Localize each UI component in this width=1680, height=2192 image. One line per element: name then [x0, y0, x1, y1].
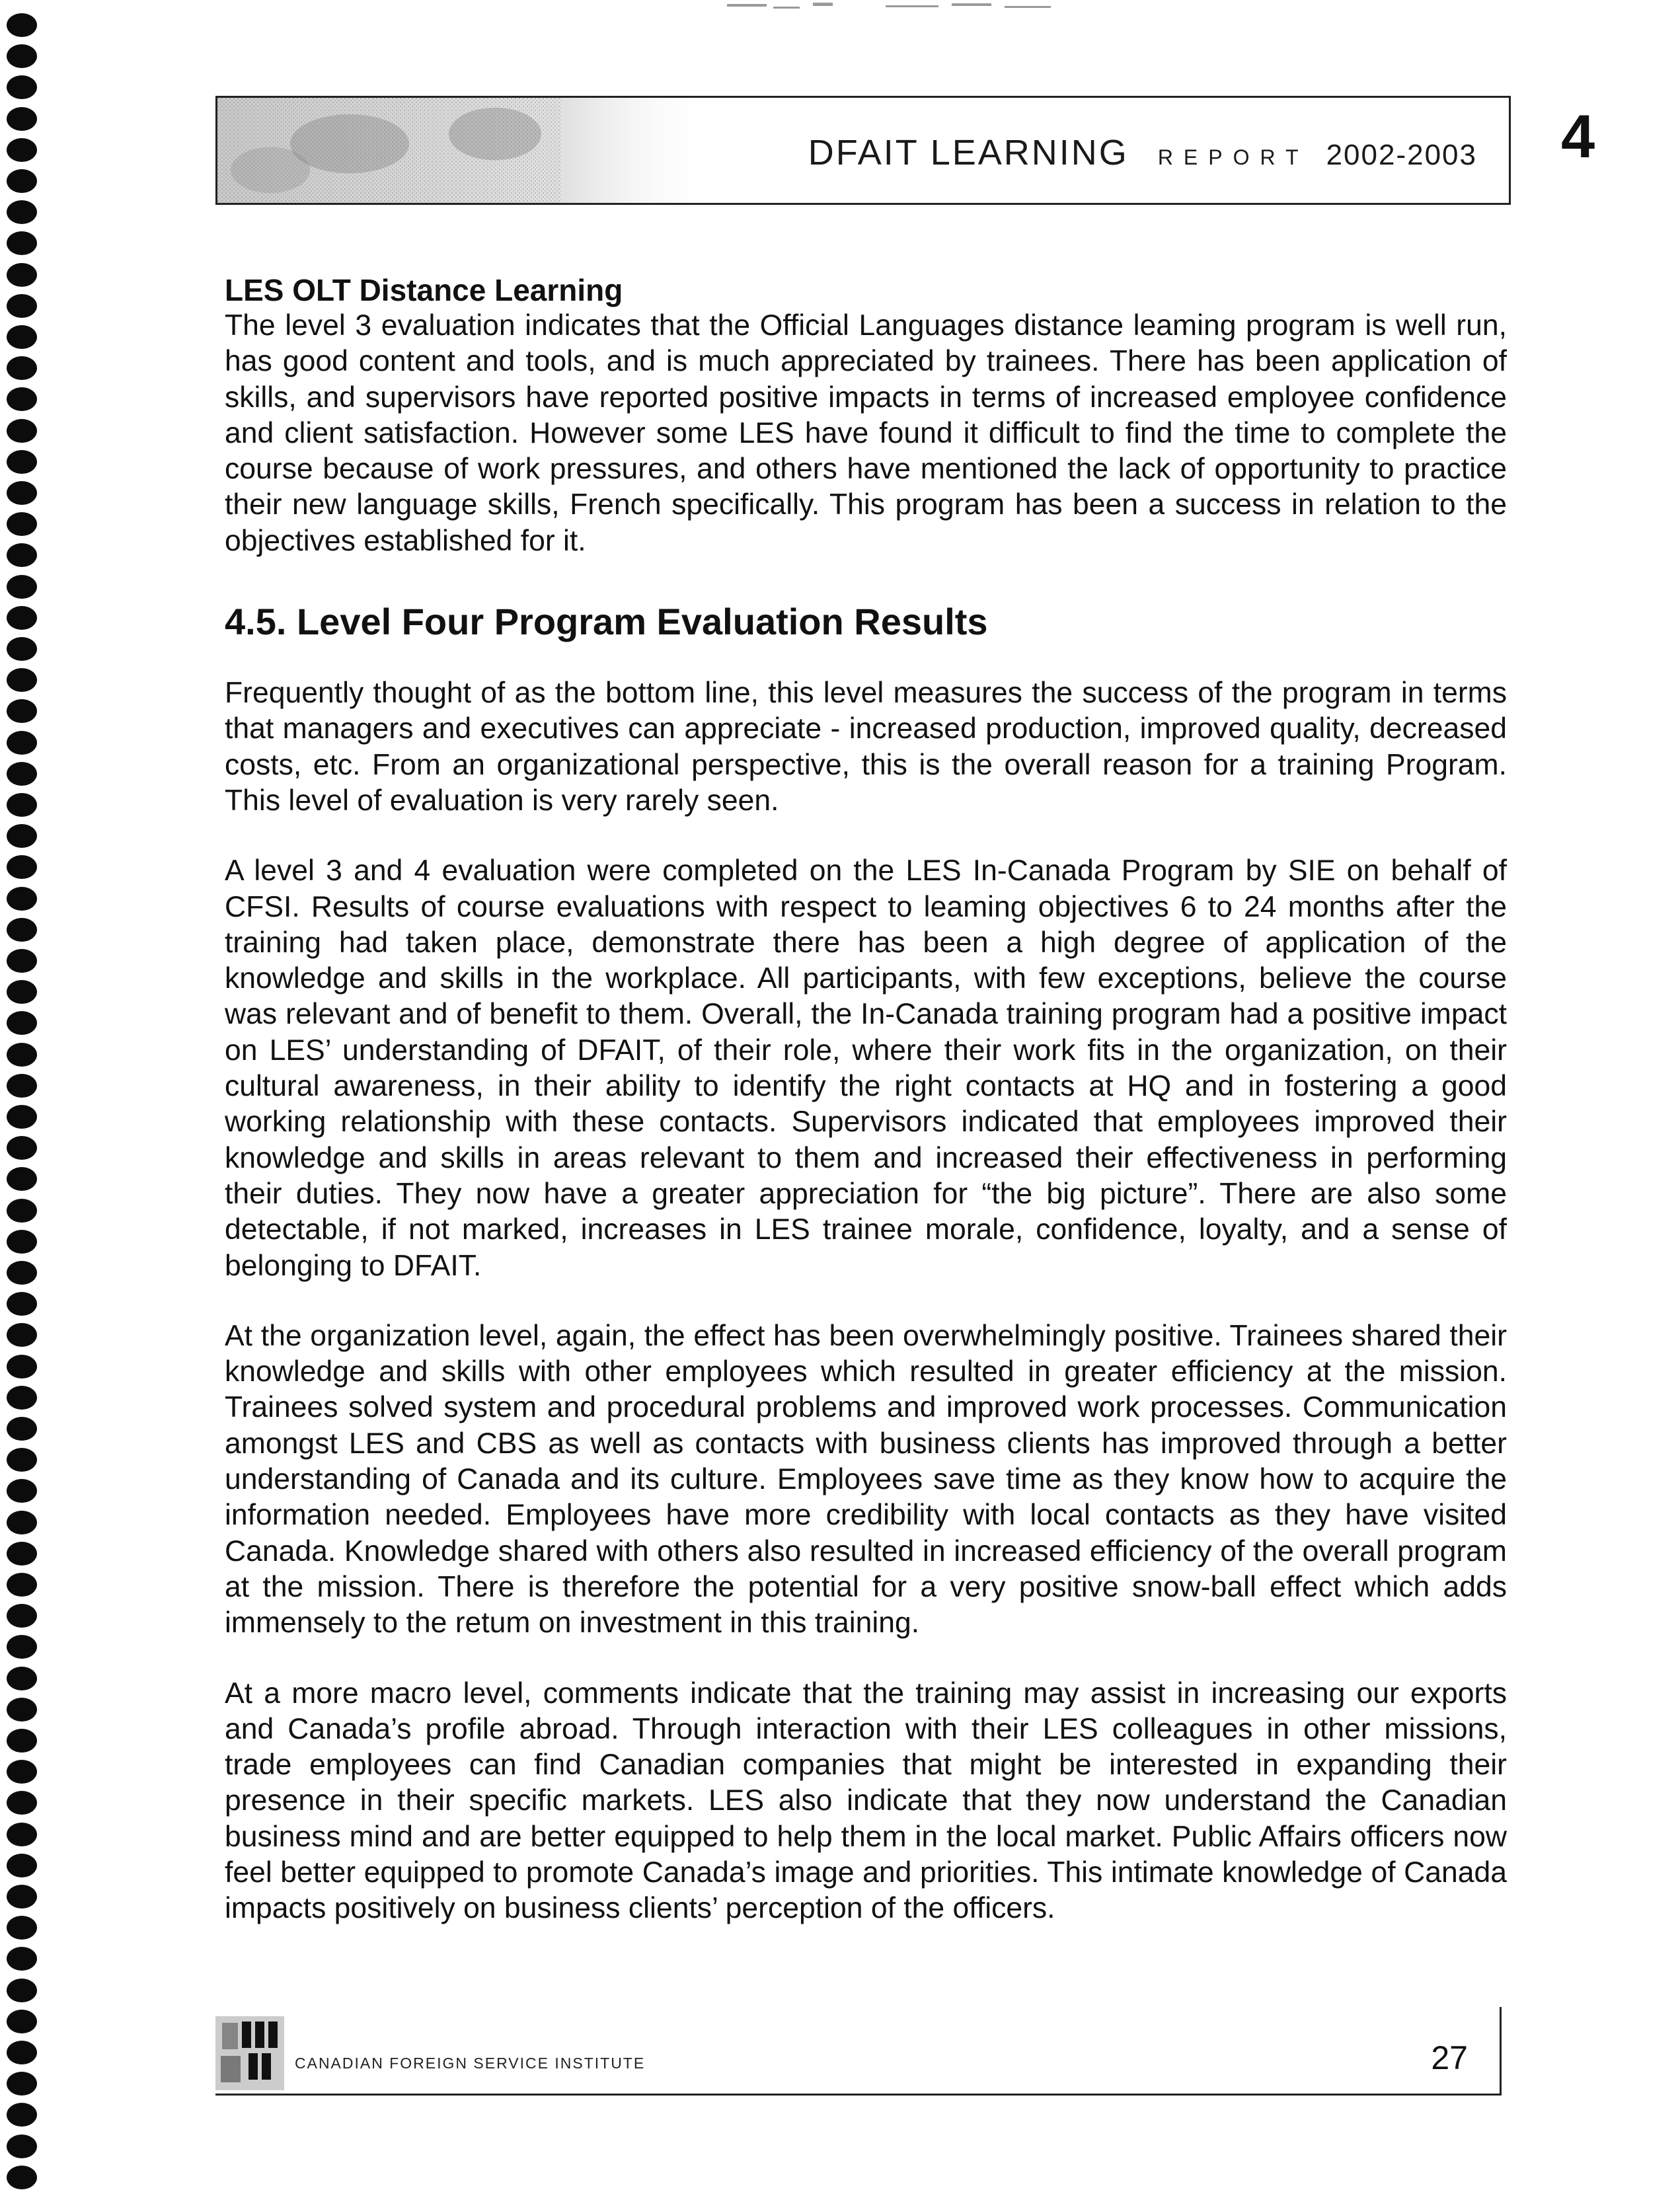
report-years: 2002-2003	[1326, 139, 1477, 171]
footer-institute-name: CANADIAN FOREIGN SERVICE INSTITUTE	[295, 2055, 646, 2072]
binding-holes	[0, 13, 46, 2187]
binding-hole	[7, 75, 37, 99]
binding-hole	[7, 1230, 37, 1254]
binding-hole	[7, 169, 37, 193]
binding-hole	[7, 949, 37, 973]
binding-hole	[7, 918, 37, 942]
binding-hole	[7, 1479, 37, 1503]
binding-hole	[7, 2103, 37, 2127]
binding-hole	[7, 1979, 37, 2002]
section-heading: 4.5. Level Four Program Evaluation Results	[225, 601, 988, 643]
report-label: REPORT	[1157, 145, 1309, 169]
binding-hole	[7, 793, 37, 817]
binding-hole	[7, 1823, 37, 1846]
binding-hole	[7, 200, 37, 224]
binding-hole	[7, 1136, 37, 1160]
paragraph: Frequently thought of as the bottom line, this level measures the success of the program in terms that managers and executives can appreciate - increased production, improved quality, decreased costs, etc. From an organizational perspective, this is the overall reason for a training Program. This level of evaluation is very rarely seen.	[225, 677, 1507, 817]
binding-hole	[7, 138, 37, 162]
binding-hole	[7, 1043, 37, 1067]
binding-hole	[7, 2135, 37, 2158]
binding-hole	[7, 1292, 37, 1316]
report-title-main: DFAIT LEARNING	[808, 133, 1129, 172]
binding-hole	[7, 762, 37, 786]
subsection-heading: LES OLT Distance Learning	[225, 273, 623, 307]
binding-hole	[7, 1355, 37, 1379]
binding-hole	[7, 668, 37, 692]
binding-hole	[7, 2072, 37, 2096]
paragraph: The level 3 evaluation indicates that the Official Languages distance leaming program is well run, has good content and tools, and is much appreciated by trainees. There has been application of skills, and supervisors have reported positive impacts in terms of increased employee confidence and client satisfaction. However some LES have found it difficult to find the time to complete the course because of work pressures, and others have mentioned the lack of opportunity to practice their new language skills, French specifically. This program has been a success in relation to the objectives established for it.	[225, 309, 1507, 557]
paragraph: At the organization level, again, the effect has been overwhelmingly positive. Trainees shared their knowledge and skills with other employees which resulted in greater efficiency at the mission. Trainees solved system and procedural problems and improved work processes. Communication amongst LES and CBS as well as contacts with business clients has improved through a better understanding of Canada and its culture. Employees save time as they know how to acquire the information needed. Employees have more credibility with local contacts as they have visited Canada. Knowledge shared with others also resulted in increased efficiency of the overall program at the mission. There is therefore the potential for a very positive snow-ball effect which adds immensely to the retum on investment in this training.	[225, 1319, 1507, 1640]
binding-hole	[7, 606, 37, 630]
binding-hole	[7, 980, 37, 1004]
binding-hole	[7, 1417, 37, 1441]
binding-hole	[7, 325, 37, 349]
page-body	[225, 272, 1507, 1927]
binding-hole	[7, 1448, 37, 1472]
binding-hole	[7, 263, 37, 287]
binding-hole	[7, 1511, 37, 1534]
binding-hole	[7, 387, 37, 411]
binding-hole	[7, 1542, 37, 1566]
institute-logo	[215, 2016, 284, 2090]
binding-hole	[7, 1698, 37, 1721]
binding-hole	[7, 294, 37, 318]
binding-hole	[7, 1199, 37, 1223]
scan-artifact	[714, 0, 1071, 17]
binding-hole	[7, 1573, 37, 1597]
binding-hole	[7, 419, 37, 443]
binding-hole	[7, 1791, 37, 1815]
binding-hole	[7, 1947, 37, 1971]
binding-hole	[7, 512, 37, 536]
binding-hole	[7, 637, 37, 661]
binding-hole	[7, 481, 37, 505]
paragraph: At a more macro level, comments indicate that the training may assist in increasing our exports and Canada’s profile abroad. Through interaction with their LES colleagues in other missions, trade employees can find Canadian companies that might be interested in expanding their presence in their specific markets. LES also indicate that they now understand the Canadian business mind and are better equipped to help them in the local market. Public Affairs officers now feel better equipped to promote Canada’s image and priorities. This intimate knowledge of Canada impacts positively on business clients’ perception of the officers.	[225, 1677, 1507, 1925]
binding-hole	[7, 1167, 37, 1191]
binding-hole	[7, 2041, 37, 2064]
binding-hole	[7, 543, 37, 567]
binding-hole	[7, 575, 37, 599]
page-number: 27	[1431, 2039, 1468, 2076]
binding-hole	[7, 699, 37, 723]
binding-hole	[7, 1105, 37, 1129]
binding-hole	[7, 107, 37, 131]
binding-hole	[7, 824, 37, 848]
header-texture-image	[217, 98, 720, 203]
binding-hole	[7, 13, 37, 37]
binding-hole	[7, 231, 37, 255]
binding-hole	[7, 1604, 37, 1628]
binding-hole	[7, 1854, 37, 1877]
binding-hole	[7, 731, 37, 755]
binding-hole	[7, 1635, 37, 1659]
binding-hole	[7, 1667, 37, 1690]
binding-hole	[7, 356, 37, 380]
binding-hole	[7, 1916, 37, 1940]
page-footer	[215, 2007, 1502, 2096]
binding-hole	[7, 887, 37, 911]
binding-hole	[7, 1760, 37, 1784]
binding-hole	[7, 2010, 37, 2033]
paragraph: A level 3 and 4 evaluation were completed on the LES In-Canada Program by SIE on behalf of CFSI. Results of course evaluations with respect to leaming objectives 6 to 24 months after the training had taken place, demonstrate there has been a high degree of application of the knowledge and skills in the workplace. All participants, with few exceptions, believe the course was relevant and of benefit to them. Overall, the In-Canada training program had a positive impact on LES’ understanding of DFAIT, of their role, where their work fits in the organization, on their cultural awareness, in their ability to identify the right contacts at HQ and in fostering a good working relationship with these contacts. Supervisors indicated that employees improved their knowledge and skills in areas relevant to them and increased their effectiveness in performing their duties. They now have a greater appreciation for “the big picture”. There are also some detectable, if not marked, increases in LES trainee morale, confidence, loyalty, and a sense of belonging to DFAIT.	[225, 854, 1507, 1282]
binding-hole	[7, 1323, 37, 1347]
report-header	[215, 96, 1511, 205]
binding-hole	[7, 855, 37, 879]
binding-hole	[7, 44, 37, 68]
binding-hole	[7, 1386, 37, 1410]
chapter-number: 4	[1561, 103, 1595, 170]
binding-hole	[7, 1011, 37, 1035]
binding-hole	[7, 1074, 37, 1098]
binding-hole	[7, 1885, 37, 1909]
binding-hole	[7, 2166, 37, 2189]
binding-hole	[7, 1729, 37, 1753]
binding-hole	[7, 450, 37, 474]
binding-hole	[7, 1261, 37, 1285]
report-title	[808, 132, 1477, 173]
